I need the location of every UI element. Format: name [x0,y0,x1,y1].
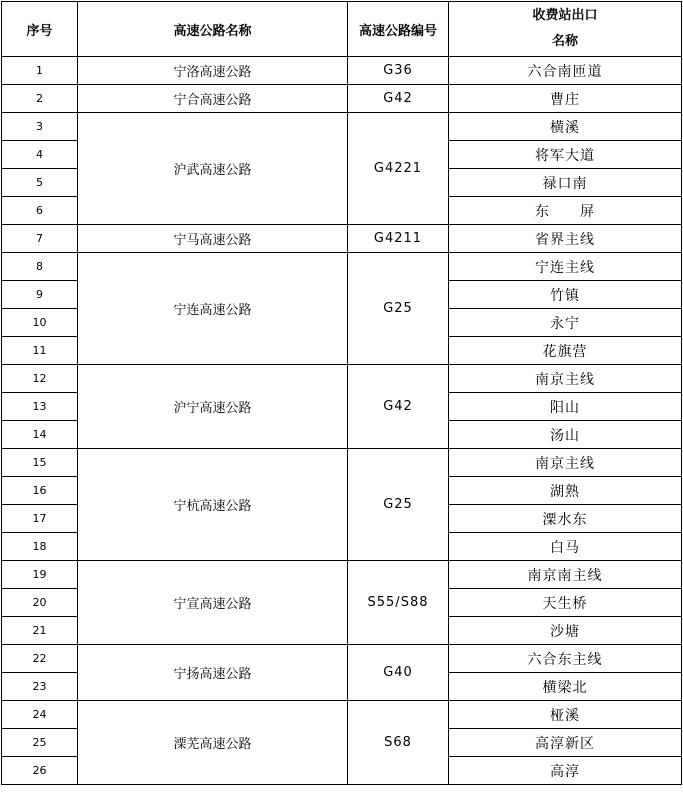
row-seq: 10 [2,309,78,337]
table-row [2,449,682,477]
exit-name-cell: 永宁 [449,309,682,337]
row-seq: 5 [2,169,78,197]
highway-name-cell: 沪宁高速公路 [78,365,348,449]
exit-name-cell: 南京南主线 [449,561,682,589]
highway-name-cell: 宁杭高速公路 [78,449,348,561]
row-seq: 17 [2,505,78,533]
highway-name-cell: 宁合高速公路 [78,85,348,113]
row-seq: 8 [2,253,78,281]
exit-name-cell: 高淳 [449,757,682,785]
exit-name-cell: 溧水东 [449,505,682,533]
highway-name-cell: 宁洛高速公路 [78,57,348,85]
highway-code-cell: G36 [348,57,449,85]
exit-name-cell: 南京主线 [449,449,682,477]
row-seq: 15 [2,449,78,477]
exit-name-cell: 宁连主线 [449,253,682,281]
exit-name-cell: 沙塘 [449,617,682,645]
row-seq: 12 [2,365,78,393]
table-row [2,561,682,589]
highway-code-cell: G4221 [348,113,449,225]
exit-name-cell: 六合东主线 [449,645,682,673]
table-row [2,57,682,85]
highway-name-cell: 宁连高速公路 [78,253,348,365]
row-seq: 21 [2,617,78,645]
exit-name-cell: 阳山 [449,393,682,421]
header-seq: 序号 [2,2,78,57]
highway-code-cell: G42 [348,85,449,113]
table-body [2,57,682,785]
highway-code-cell: G4211 [348,225,449,253]
table-row [2,365,682,393]
row-seq: 2 [2,85,78,113]
exit-name-cell: 禄口南 [449,169,682,197]
header-highway-name: 高速公路名称 [78,2,348,57]
exit-name-cell: 天生桥 [449,589,682,617]
table-header-row [2,2,682,57]
row-seq: 24 [2,701,78,729]
header-exit-name-line1: 收费站出口 [532,8,598,23]
exit-name-cell: 曹庄 [449,85,682,113]
exit-name-cell: 南京主线 [449,365,682,393]
table-row [2,701,682,729]
table-row [2,113,682,141]
row-seq: 6 [2,197,78,225]
row-seq: 11 [2,337,78,365]
row-seq: 20 [2,589,78,617]
exit-name-cell: 汤山 [449,421,682,449]
highway-name-cell: 宁扬高速公路 [78,645,348,701]
table-row [2,253,682,281]
exit-name-cell: 将军大道 [449,141,682,169]
row-seq: 19 [2,561,78,589]
row-seq: 1 [2,57,78,85]
header-exit-name-line2: 名称 [551,34,578,49]
row-seq: 13 [2,393,78,421]
highway-name-cell: 宁宣高速公路 [78,561,348,645]
row-seq: 4 [2,141,78,169]
header-highway-code: 高速公路编号 [348,2,449,57]
exit-name-cell: 花旗营 [449,337,682,365]
highway-name-cell: 宁马高速公路 [78,225,348,253]
table-row [2,645,682,673]
exit-name-cell: 东 屏 [449,197,682,225]
highway-code-cell: S68 [348,701,449,785]
highway-code-cell: G25 [348,449,449,561]
highway-code-cell: G42 [348,365,449,449]
row-seq: 3 [2,113,78,141]
row-seq: 18 [2,533,78,561]
row-seq: 9 [2,281,78,309]
header-exit-name [449,2,682,57]
toll-exit-table [1,1,682,785]
exit-name-cell: 省界主线 [449,225,682,253]
row-seq: 23 [2,673,78,701]
row-seq: 25 [2,729,78,757]
exit-name-cell: 竹镇 [449,281,682,309]
exit-name-cell: 横梁北 [449,673,682,701]
highway-code-cell: S55/S88 [348,561,449,645]
exit-name-cell: 湖熟 [449,477,682,505]
row-seq: 16 [2,477,78,505]
row-seq: 7 [2,225,78,253]
table-row [2,225,682,253]
highway-code-cell: G40 [348,645,449,701]
exit-name-cell: 高淳新区 [449,729,682,757]
table-row [2,85,682,113]
highway-code-cell: G25 [348,253,449,365]
row-seq: 26 [2,757,78,785]
exit-name-cell: 横溪 [449,113,682,141]
row-seq: 22 [2,645,78,673]
highway-name-cell: 沪武高速公路 [78,113,348,225]
highway-name-cell: 溧芜高速公路 [78,701,348,785]
exit-name-cell: 桠溪 [449,701,682,729]
exit-name-cell: 六合南匝道 [449,57,682,85]
exit-name-cell: 白马 [449,533,682,561]
row-seq: 14 [2,421,78,449]
